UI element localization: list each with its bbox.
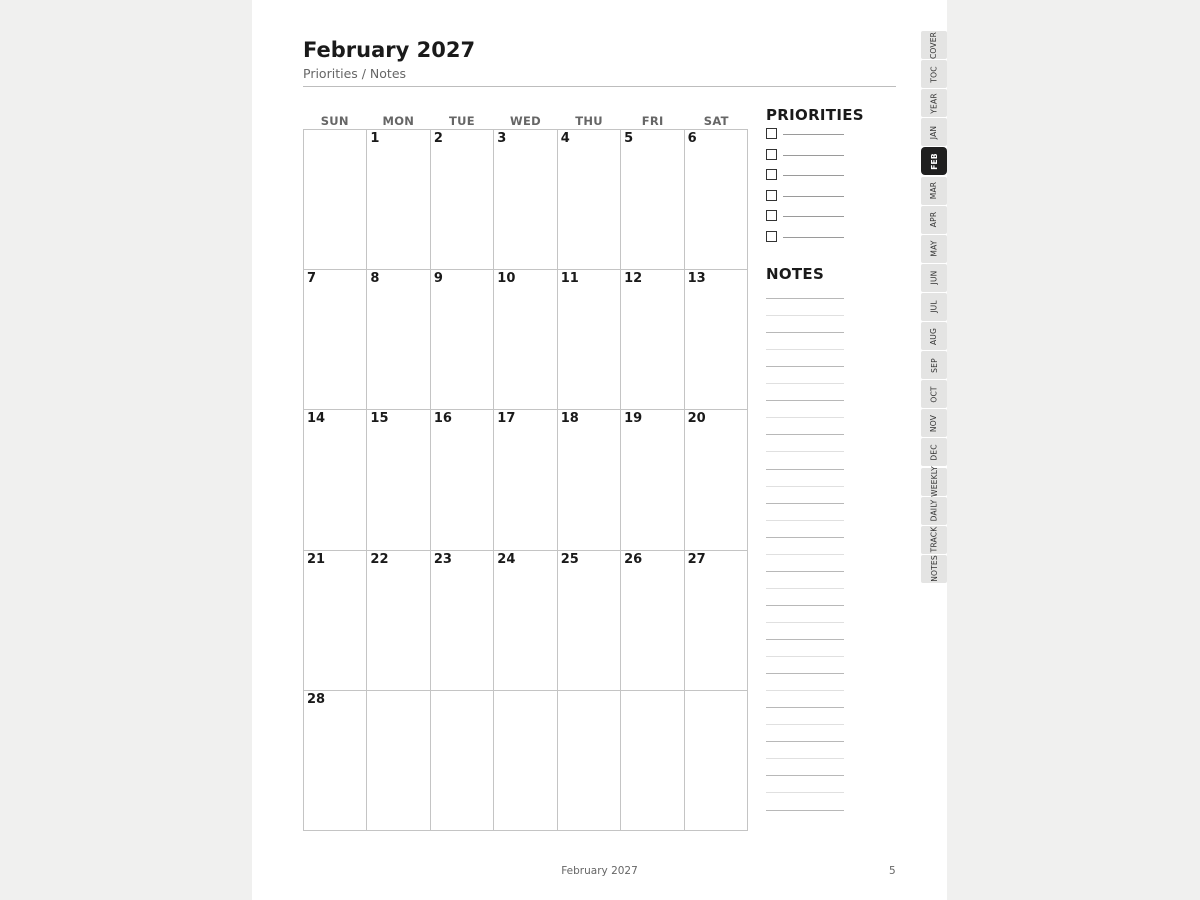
page-subtitle: Priorities / Notes: [303, 66, 407, 81]
day-cell[interactable]: [685, 551, 748, 691]
day-cell[interactable]: [431, 130, 494, 270]
note-line[interactable]: [766, 520, 844, 521]
day-number: 23: [433, 551, 452, 567]
day-number: 26: [624, 551, 643, 567]
day-cell[interactable]: [558, 130, 621, 270]
tab-label: JUL: [929, 300, 939, 314]
tab-label: OCT: [929, 386, 939, 403]
tab-label: AUG: [929, 327, 939, 345]
tab-jul[interactable]: [921, 293, 947, 321]
priority-checkbox[interactable]: [766, 190, 777, 201]
day-number: 17: [497, 411, 516, 427]
priority-checkbox[interactable]: [766, 231, 777, 242]
tab-label: DEC: [929, 444, 939, 461]
priority-line[interactable]: [783, 196, 844, 197]
day-number: 25: [560, 551, 579, 567]
day-cell[interactable]: [367, 130, 430, 270]
day-number: 1: [370, 131, 380, 146]
day-number: 22: [370, 551, 389, 567]
note-line[interactable]: [766, 810, 844, 811]
day-cell[interactable]: [367, 410, 430, 550]
day-number: 20: [687, 411, 706, 427]
tab-mar[interactable]: [921, 177, 947, 205]
weekday-label: SUN: [320, 114, 349, 128]
day-cell[interactable]: [431, 691, 494, 831]
tab-jun[interactable]: [921, 264, 947, 292]
day-cell[interactable]: [494, 130, 557, 270]
weekday-label: FRI: [641, 114, 664, 128]
priority-line[interactable]: [783, 216, 844, 217]
priority-item: [766, 169, 846, 181]
note-line[interactable]: [766, 315, 844, 316]
note-line[interactable]: [766, 349, 844, 350]
note-line[interactable]: [766, 792, 844, 793]
tab-label: TRACK: [929, 526, 939, 553]
tab-cover[interactable]: [921, 31, 947, 59]
tab-label: MAR: [929, 181, 939, 200]
note-line[interactable]: [766, 775, 844, 776]
calendar-grid: [303, 129, 748, 831]
day-cell[interactable]: [685, 691, 748, 831]
priority-line[interactable]: [783, 175, 844, 176]
day-cell[interactable]: [621, 410, 684, 550]
day-cell[interactable]: [494, 410, 557, 550]
note-line[interactable]: [766, 417, 844, 418]
note-line[interactable]: [766, 332, 844, 333]
note-line[interactable]: [766, 605, 844, 606]
weekday-header: [303, 114, 748, 130]
day-number: 2: [433, 131, 443, 146]
day-cell[interactable]: [558, 551, 621, 691]
day-cell[interactable]: [367, 691, 430, 831]
tab-jan[interactable]: [921, 118, 947, 146]
priority-item: [766, 128, 846, 140]
tab-label: YEAR: [929, 92, 939, 114]
day-number: 16: [433, 411, 452, 427]
priority-checkbox[interactable]: [766, 128, 777, 139]
day-cell[interactable]: [494, 691, 557, 831]
weekday-label: MON: [382, 114, 415, 128]
tab-label: WEEKLY: [929, 466, 939, 497]
note-line[interactable]: [766, 400, 844, 401]
tab-label: JUN: [929, 270, 939, 285]
note-line[interactable]: [766, 588, 844, 589]
priorities-heading: PRIORITIES: [766, 106, 864, 124]
tab-label: TOC: [929, 65, 939, 83]
tab-label: NOTES: [929, 555, 939, 583]
priority-item: [766, 210, 846, 222]
planner-page: [252, 0, 947, 900]
tab-label: JAN: [929, 125, 939, 140]
day-cell[interactable]: [367, 551, 430, 691]
day-cell[interactable]: [685, 410, 748, 550]
note-line[interactable]: [766, 707, 844, 708]
weekday-label: THU: [575, 114, 603, 128]
weekday-label: SAT: [703, 114, 729, 128]
note-line[interactable]: [766, 724, 844, 725]
day-cell[interactable]: [685, 130, 748, 270]
day-number: 7: [307, 271, 317, 287]
note-line[interactable]: [766, 571, 844, 572]
tab-track[interactable]: [921, 526, 947, 554]
day-cell[interactable]: [558, 410, 621, 550]
note-line[interactable]: [766, 673, 844, 674]
note-line[interactable]: [766, 298, 844, 299]
day-cell[interactable]: [621, 130, 684, 270]
note-line[interactable]: [766, 434, 844, 435]
notes-heading: NOTES: [766, 265, 825, 283]
tab-sep[interactable]: [921, 351, 947, 379]
day-cell[interactable]: [304, 691, 367, 831]
day-cell[interactable]: [431, 551, 494, 691]
priority-checkbox[interactable]: [766, 169, 777, 180]
tab-label: SEP: [929, 357, 939, 373]
day-cell[interactable]: [304, 551, 367, 691]
day-number: 9: [433, 271, 443, 287]
tab-notes[interactable]: [921, 555, 947, 583]
day-number: 27: [687, 551, 706, 567]
tab-year[interactable]: [921, 89, 947, 117]
day-cell[interactable]: [494, 270, 557, 410]
day-number: 24: [497, 551, 516, 567]
tab-dec[interactable]: [921, 438, 947, 466]
day-number: 21: [307, 551, 326, 567]
tab-may[interactable]: [921, 235, 947, 263]
day-number: 15: [370, 411, 389, 427]
tab-feb[interactable]: [921, 147, 947, 175]
priority-line[interactable]: [783, 155, 844, 156]
day-cell[interactable]: [685, 270, 748, 410]
day-number: 5: [624, 131, 634, 146]
weekday-label: TUE: [448, 114, 475, 128]
page-title: February 2027: [303, 38, 476, 62]
page-number: 5: [889, 865, 896, 877]
day-cell[interactable]: [304, 130, 367, 270]
priority-item: [766, 231, 846, 243]
tab-label: DAILY: [929, 499, 939, 522]
day-cell[interactable]: [304, 410, 367, 550]
day-cell[interactable]: [431, 270, 494, 410]
note-line[interactable]: [766, 469, 844, 470]
priority-checkbox[interactable]: [766, 210, 777, 221]
note-line[interactable]: [766, 656, 844, 657]
tab-label: COVER: [929, 31, 939, 59]
day-cell[interactable]: [558, 691, 621, 831]
day-number: 11: [560, 271, 579, 287]
footer-label: February 2027: [561, 865, 638, 877]
priority-item: [766, 190, 846, 202]
note-line[interactable]: [766, 622, 844, 623]
day-number: 8: [370, 271, 380, 287]
tab-toc[interactable]: [921, 60, 947, 88]
day-number: 6: [687, 131, 697, 146]
day-cell[interactable]: [558, 270, 621, 410]
note-line[interactable]: [766, 486, 844, 487]
day-cell[interactable]: [367, 270, 430, 410]
note-line[interactable]: [766, 366, 844, 367]
day-number: 10: [497, 271, 516, 287]
note-line[interactable]: [766, 451, 844, 452]
day-number: 13: [687, 271, 706, 287]
day-cell[interactable]: [431, 410, 494, 550]
day-number: 18: [560, 411, 579, 427]
priority-item: [766, 149, 846, 161]
day-number: 14: [307, 411, 326, 427]
note-line[interactable]: [766, 554, 844, 555]
tab-label: MAY: [929, 240, 939, 257]
tab-nov[interactable]: [921, 409, 947, 437]
priority-checkbox[interactable]: [766, 149, 777, 160]
tab-aug[interactable]: [921, 322, 947, 350]
priority-line[interactable]: [783, 134, 844, 135]
note-line[interactable]: [766, 503, 844, 504]
tab-label: FEB: [929, 153, 939, 170]
day-cell[interactable]: [494, 551, 557, 691]
note-line[interactable]: [766, 537, 844, 538]
day-number: 12: [624, 271, 643, 287]
tab-apr[interactable]: [921, 206, 947, 234]
day-cell[interactable]: [621, 691, 684, 831]
tab-weekly[interactable]: [921, 468, 947, 496]
note-line[interactable]: [766, 758, 844, 759]
day-cell[interactable]: [621, 551, 684, 691]
note-line[interactable]: [766, 383, 844, 384]
day-number: 19: [624, 411, 643, 427]
priority-line[interactable]: [783, 237, 844, 238]
header-divider: [303, 86, 896, 87]
weekday-label: WED: [510, 114, 542, 128]
day-number: 3: [497, 131, 507, 146]
day-cell[interactable]: [621, 270, 684, 410]
note-line[interactable]: [766, 741, 844, 742]
tab-oct[interactable]: [921, 380, 947, 408]
day-number: 4: [560, 131, 570, 146]
tab-label: APR: [929, 211, 939, 228]
day-number: 28: [307, 691, 326, 707]
tab-label: NOV: [929, 414, 939, 432]
tab-daily[interactable]: [921, 497, 947, 525]
note-line[interactable]: [766, 639, 844, 640]
day-cell[interactable]: [304, 270, 367, 410]
note-line[interactable]: [766, 690, 844, 691]
